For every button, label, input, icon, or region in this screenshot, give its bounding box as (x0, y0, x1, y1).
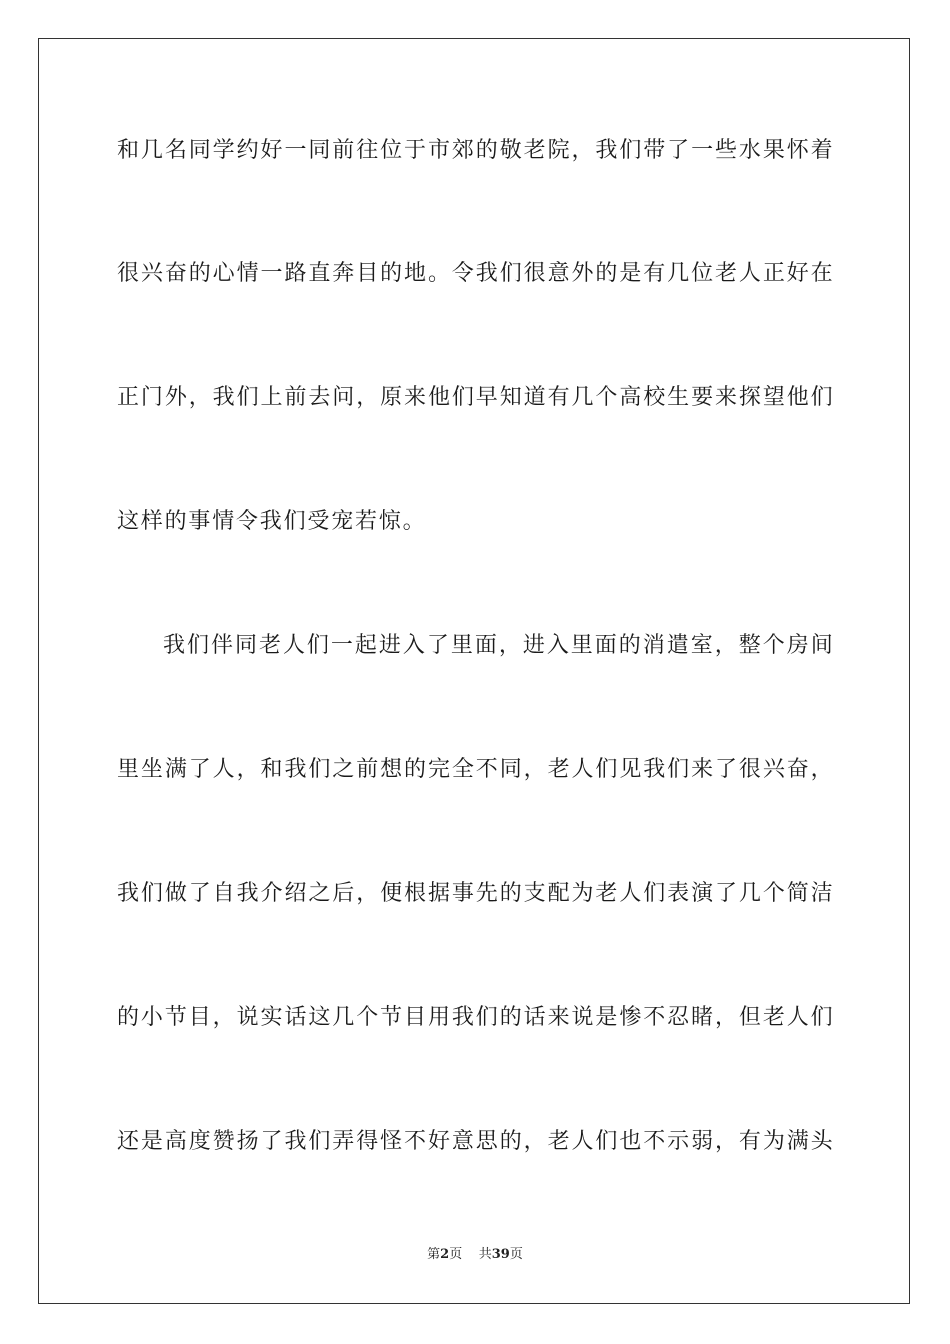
page-number: 2 (440, 1247, 450, 1262)
paragraph-line: 里坐满了人，和我们之前想的完全不同，老人们见我们来了很兴奋， (117, 757, 833, 782)
paragraph-line: 这样的事情令我们受宠若惊。 (117, 509, 427, 534)
page-prefix: 第 (427, 1247, 441, 1262)
paragraph-line: 很兴奋的心情一路直奔目的地。令我们很意外的是有几位老人正好在 (117, 261, 833, 286)
page-suffix: 页 (449, 1247, 463, 1262)
page-footer (0, 1246, 950, 1264)
paragraph-line: 还是高度赞扬了我们弄得怪不好意思的，老人们也不示弱，有为满头 (117, 1129, 833, 1154)
paragraph-line: 正门外，我们上前去问，原来他们早知道有几个高校生要来探望他们 (117, 385, 833, 410)
paragraph-line: 我们做了自我介绍之后，便根据事先的支配为老人们表演了几个简洁 (117, 881, 833, 906)
paragraph-line: 和几名同学约好一同前往位于市郊的敬老院，我们带了一些水果怀着 (117, 138, 833, 163)
page-border (38, 38, 910, 1304)
total-prefix: 共 (478, 1247, 492, 1262)
paragraph-line: 的小节目，说实话这几个节目用我们的话来说是惨不忍睹，但老人们 (117, 1005, 833, 1030)
paragraph-line: 我们伴同老人们一起进入了里面，进入里面的消遣室，整个房间 (163, 633, 833, 658)
total-suffix: 页 (509, 1247, 523, 1262)
total-pages: 39 (491, 1247, 510, 1262)
